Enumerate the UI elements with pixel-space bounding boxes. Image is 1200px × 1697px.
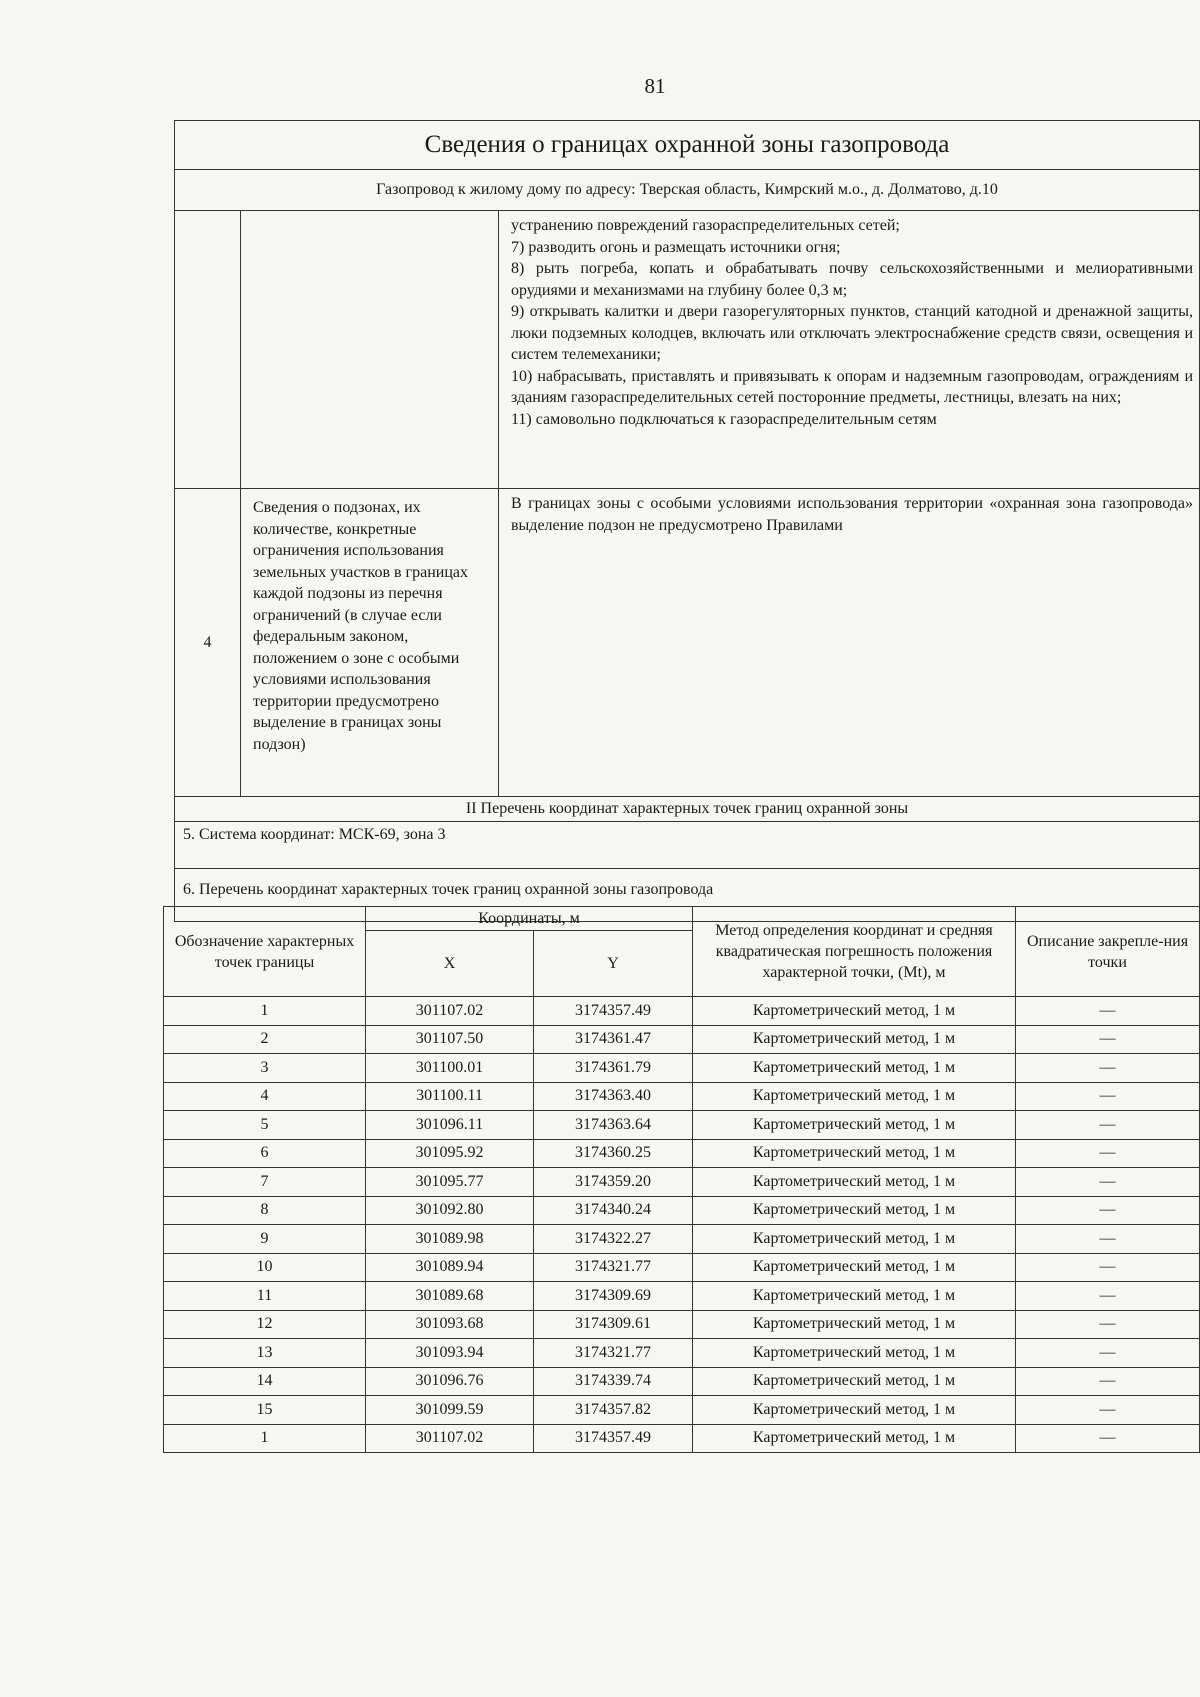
point-number: 3	[164, 1054, 366, 1083]
point-description: —	[1016, 1111, 1200, 1140]
method: Картометрический метод, 1 м	[693, 1196, 1016, 1225]
point-description: —	[1016, 1424, 1200, 1453]
restriction-line: 7) разводить огонь и размещать источники огня;	[511, 238, 841, 256]
method: Картометрический метод, 1 м	[693, 1310, 1016, 1339]
table-row	[164, 1139, 1200, 1168]
table-row	[164, 1111, 1200, 1140]
point-number: 14	[164, 1367, 366, 1396]
table-row	[164, 997, 1200, 1026]
method: Картометрический метод, 1 м	[693, 1025, 1016, 1054]
point-number: 1	[164, 1424, 366, 1453]
coord-x: 301107.02	[366, 997, 534, 1026]
method-header: Метод определения координат и средняя квадратическая погрешность положения характерной точки, (Mt), м	[693, 907, 1016, 997]
point-description: —	[1016, 1168, 1200, 1197]
coord-x: 301099.59	[366, 1396, 534, 1425]
object-subtitle: Газопровод к жилому дому по адресу: Тверская область, Кимрский м.о., д. Долматово, д.10	[175, 170, 1200, 211]
table-row	[164, 1253, 1200, 1282]
row-number: 4	[175, 489, 241, 797]
coord-x: 301089.98	[366, 1225, 534, 1254]
table-row	[164, 1310, 1200, 1339]
point-number: 5	[164, 1111, 366, 1140]
coord-x: 301107.02	[366, 1424, 534, 1453]
document-title: Сведения о границах охранной зоны газопровода	[175, 121, 1200, 170]
point-number: 11	[164, 1282, 366, 1311]
y-header: Y	[534, 931, 693, 997]
table-row	[164, 1367, 1200, 1396]
point-number: 2	[164, 1025, 366, 1054]
coord-x: 301100.01	[366, 1054, 534, 1083]
table-row	[164, 1082, 1200, 1111]
table-row	[164, 1396, 1200, 1425]
point-description: —	[1016, 1025, 1200, 1054]
coord-y: 3174321.77	[534, 1339, 693, 1368]
zone-info-table	[174, 120, 1200, 922]
table-row	[164, 1225, 1200, 1254]
coord-x: 301095.77	[366, 1168, 534, 1197]
coord-x: 301100.11	[366, 1082, 534, 1111]
method: Картометрический метод, 1 м	[693, 1282, 1016, 1311]
point-header: Обозначение характерных точек границы	[164, 907, 366, 997]
point-number: 7	[164, 1168, 366, 1197]
method: Картометрический метод, 1 м	[693, 1139, 1016, 1168]
restriction-line: 11) самовольно подключаться к газораспределительным сетям	[511, 410, 937, 428]
coord-y: 3174309.69	[534, 1282, 693, 1311]
coord-x: 301089.94	[366, 1253, 534, 1282]
coordinate-system: 5. Система координат: МСК-69, зона 3	[175, 822, 1200, 869]
restrictions-text	[499, 211, 1200, 489]
method: Картометрический метод, 1 м	[693, 1225, 1016, 1254]
description-header: Описание закрепле-ния точки	[1016, 907, 1200, 997]
coord-y: 3174363.64	[534, 1111, 693, 1140]
coord-y: 3174339.74	[534, 1367, 693, 1396]
coord-x: 301093.68	[366, 1310, 534, 1339]
coord-y: 3174321.77	[534, 1253, 693, 1282]
subzones-label: Сведения о подзонах, их количестве, конкретные ограничения использования земельных участков в границах каждой подзоны из перечня ограничений (в случае если федеральным законом, положением о зоне с особыми условиями использования территории предусмотрено выделение в границах зоны подзон)	[241, 489, 499, 797]
method: Картометрический метод, 1 м	[693, 1253, 1016, 1282]
table-row	[164, 1196, 1200, 1225]
x-header: X	[366, 931, 534, 997]
point-description: —	[1016, 1139, 1200, 1168]
point-number: 1	[164, 997, 366, 1026]
point-description: —	[1016, 1282, 1200, 1311]
method: Картометрический метод, 1 м	[693, 1111, 1016, 1140]
point-description: —	[1016, 1310, 1200, 1339]
coord-x: 301096.11	[366, 1111, 534, 1140]
coord-y: 3174340.24	[534, 1196, 693, 1225]
table-row	[164, 1282, 1200, 1311]
table-row	[164, 1054, 1200, 1083]
point-number: 6	[164, 1139, 366, 1168]
point-description: —	[1016, 997, 1200, 1026]
coord-x: 301092.80	[366, 1196, 534, 1225]
coord-y: 3174361.79	[534, 1054, 693, 1083]
coordinates-table	[163, 906, 1200, 1453]
subzones-row	[175, 489, 1200, 797]
point-description: —	[1016, 1396, 1200, 1425]
point-number: 8	[164, 1196, 366, 1225]
point-number: 13	[164, 1339, 366, 1368]
restriction-line: 8) рыть погреба, копать и обрабатывать почву сельскохозяйственными и мелиоративными орудиями и механизмами на глубину более 0,3 м;	[511, 260, 1194, 299]
point-number: 9	[164, 1225, 366, 1254]
coordinates-body	[164, 997, 1200, 1453]
coordinates-header: Координаты, м	[366, 907, 693, 931]
coord-x: 301093.94	[366, 1339, 534, 1368]
row-label-cell	[241, 211, 499, 489]
point-number: 12	[164, 1310, 366, 1339]
coord-y: 3174357.82	[534, 1396, 693, 1425]
method: Картометрический метод, 1 м	[693, 1396, 1016, 1425]
point-description: —	[1016, 1339, 1200, 1368]
restriction-line: устранению повреждений газораспределительных сетей;	[511, 217, 900, 234]
point-description: —	[1016, 1082, 1200, 1111]
coord-x: 301107.50	[366, 1025, 534, 1054]
method: Картометрический метод, 1 м	[693, 1054, 1016, 1083]
table-row	[164, 1025, 1200, 1054]
method: Картометрический метод, 1 м	[693, 1339, 1016, 1368]
row-number-cell	[175, 211, 241, 489]
restriction-line: 9) открывать калитки и двери газорегуляторных пунктов, станций катодной и дренажной защиты, люки подземных колодцев, включать или отключать электроснабжение средств связи, освещения и систем телемеханики;	[511, 303, 1194, 363]
point-number: 4	[164, 1082, 366, 1111]
method: Картометрический метод, 1 м	[693, 1424, 1016, 1453]
coord-y: 3174360.25	[534, 1139, 693, 1168]
subzones-text: В границах зоны с особыми условиями использования территории «охранная зона газопровода» выделение подзон не предусмотрено Правилами	[499, 489, 1200, 797]
point-description: —	[1016, 1253, 1200, 1282]
method: Картометрический метод, 1 м	[693, 997, 1016, 1026]
points-list-title: 6. Перечень координат характерных точек границ охранной зоны газопровода	[175, 869, 1200, 922]
coord-y: 3174322.27	[534, 1225, 693, 1254]
method: Картометрический метод, 1 м	[693, 1367, 1016, 1396]
table-row	[164, 1424, 1200, 1453]
coord-y: 3174357.49	[534, 1424, 693, 1453]
coord-y: 3174357.49	[534, 997, 693, 1026]
coord-x: 301089.68	[366, 1282, 534, 1311]
page-number: 81	[644, 74, 666, 98]
table-row	[164, 1168, 1200, 1197]
method: Картометрический метод, 1 м	[693, 1082, 1016, 1111]
section-2-title: II Перечень координат характерных точек границ охранной зоны	[175, 797, 1200, 822]
method: Картометрический метод, 1 м	[693, 1168, 1016, 1197]
coord-y: 3174361.47	[534, 1025, 693, 1054]
point-number: 15	[164, 1396, 366, 1425]
point-description: —	[1016, 1196, 1200, 1225]
coord-y: 3174309.61	[534, 1310, 693, 1339]
restriction-line: 10) набрасывать, приставлять и привязывать к опорам и надземным газопроводам, ограждениям и зданиям газораспределительных сетей посторонние предметы, лестницы, влезать на них;	[511, 367, 1194, 406]
coord-y: 3174359.20	[534, 1168, 693, 1197]
coord-x: 301096.76	[366, 1367, 534, 1396]
restrictions-continued-row	[175, 211, 1200, 489]
point-description: —	[1016, 1054, 1200, 1083]
point-number: 10	[164, 1253, 366, 1282]
coord-y: 3174363.40	[534, 1082, 693, 1111]
table-row	[164, 1339, 1200, 1368]
point-description: —	[1016, 1367, 1200, 1396]
coord-x: 301095.92	[366, 1139, 534, 1168]
point-description: —	[1016, 1225, 1200, 1254]
